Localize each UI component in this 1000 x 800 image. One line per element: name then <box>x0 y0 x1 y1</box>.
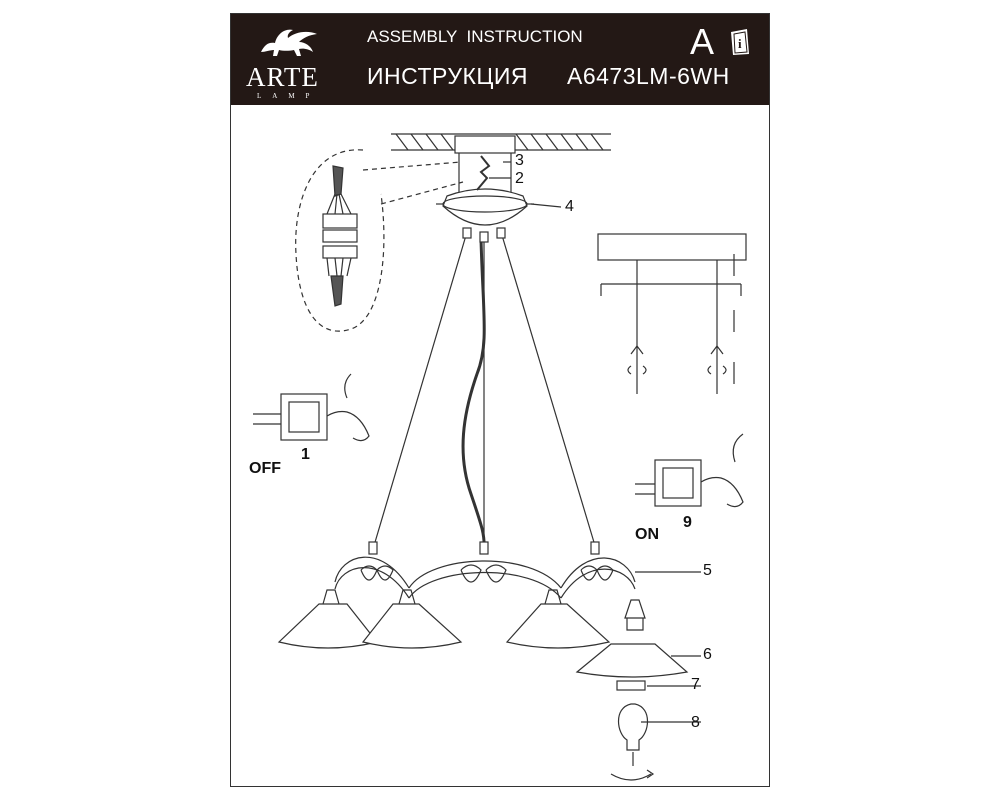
callout-7: 7 <box>691 676 700 693</box>
callout-9: 9 <box>683 514 692 531</box>
switch-on-label: ON <box>635 526 659 543</box>
title-russian: ИНСТРУКЦИЯ <box>367 63 529 89</box>
callout-5: 5 <box>703 562 712 579</box>
brand-name: ARTE <box>246 62 319 92</box>
title-english: ASSEMBLY INSTRUCTION <box>367 27 583 46</box>
switch-off-illustration <box>253 374 369 441</box>
model-number: A6473LM-6WH <box>567 63 730 89</box>
callout-3: 3 <box>515 152 524 169</box>
terminal-block-detail <box>323 166 357 306</box>
chandelier-arms <box>335 542 635 598</box>
switch-off-label: OFF <box>249 460 281 477</box>
callout-1: 1 <box>301 446 310 463</box>
language-letter: A <box>690 21 715 62</box>
switch-on-illustration <box>635 434 743 507</box>
callout-2: 2 <box>515 170 524 187</box>
light-bulb <box>611 704 653 780</box>
suspension-cables <box>373 228 596 549</box>
callout-6: 6 <box>703 646 712 663</box>
brand-subtitle: LAMP <box>257 92 321 100</box>
glass-shades <box>279 590 687 690</box>
info-glyph: i <box>738 36 742 51</box>
callout-8: 8 <box>691 714 700 731</box>
instruction-sheet <box>230 13 770 787</box>
callout-4: 4 <box>565 198 574 215</box>
mounting-bracket-diagram <box>598 234 746 394</box>
assembly-diagram <box>231 14 769 786</box>
